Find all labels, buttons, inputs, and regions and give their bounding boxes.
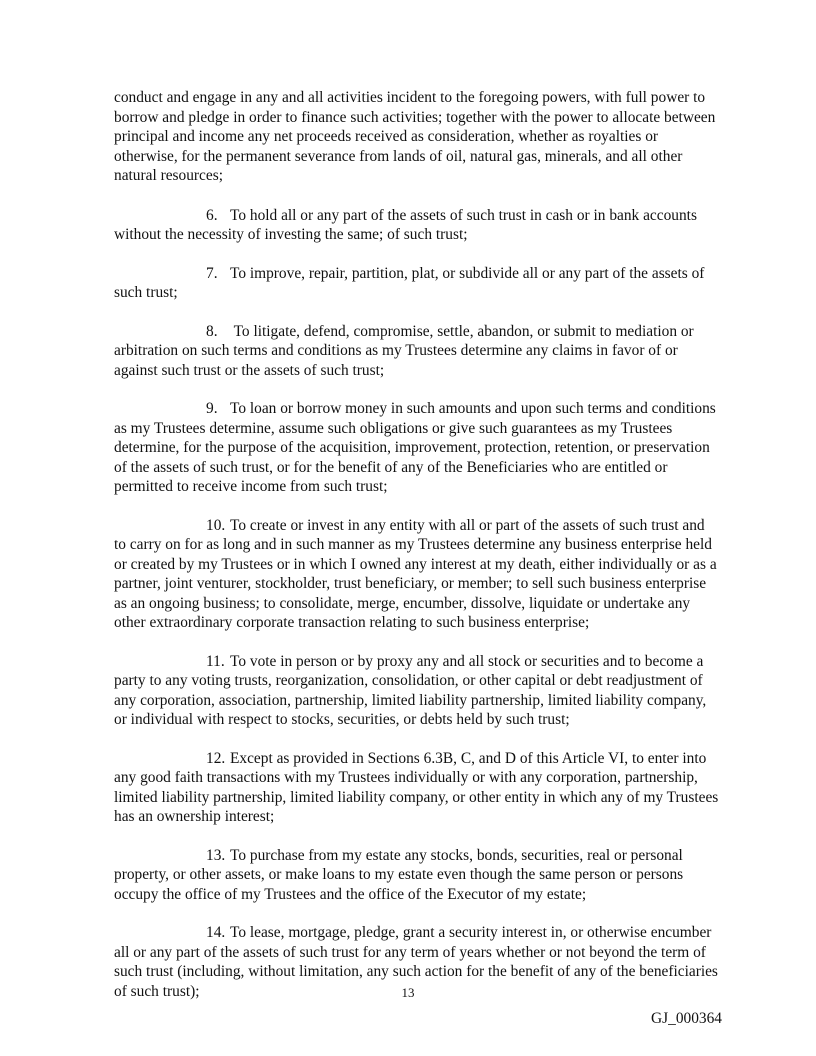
paragraph-12 — [114, 749, 720, 827]
paragraph-text: To purchase from my estate any stocks, bonds, securities, real or personal property, or other assets, or make loans to my estate even though the same person or persons occupy the office of my Trustees and the office of the Executor of my estate; — [114, 846, 684, 903]
paragraph-text: To hold all or any part of the assets of such trust in cash or in bank accounts without the necessity of investing the same; of such trust; — [114, 206, 697, 243]
paragraph-10 — [114, 516, 720, 633]
paragraph-number: 7. — [206, 264, 218, 282]
paragraph-text: To improve, repair, partition, plat, or subdivide all or any part of the assets of such trust; — [114, 264, 705, 301]
paragraph-number: 12. — [206, 749, 226, 767]
paragraph-number: 10. — [206, 516, 226, 534]
paragraph-11 — [114, 652, 720, 730]
paragraph-text: To create or invest in any entity with all or part of the assets of such trust and to carry on for as long and in such manner as my Trustees determine any business enterprise held or created by my Trustees or in which I owned any interest at my death, either individually or as a partner, joint venturer, stockholder, trust beneficiary, or member; to sell such business enterprise as an ongoing business; to consolidate, merge, encumber, dissolve, liquidate or undertake any other extraordinary corporate transaction relating to such business enterprise; — [114, 516, 717, 631]
paragraph-text: To lease, mortgage, pledge, grant a security interest in, or otherwise encumber all or any part of the assets of such trust for any term of years whether or not beyond the term of such trust (including, without limitation, any such action for the benefit of any of the beneficiaries of such trust); — [114, 924, 718, 1000]
page-number: 13 — [401, 985, 415, 1000]
paragraph-number: 6. — [206, 206, 218, 224]
paragraph-text: Except as provided in Sections 6.3B, C, and D of this Article VI, to enter into any good faith transactions with my Trustees individually or with any corporation, partnership, limited liability partnership, limited liability company, or other entity in which any of my Trustees has an ownership interest; — [114, 749, 719, 825]
bates-number: GJ_000364 — [651, 1010, 722, 1027]
document-body — [114, 88, 720, 1020]
paragraph-number: 8. — [206, 322, 218, 340]
paragraph-7 — [114, 264, 720, 303]
paragraph-number: 13. — [206, 846, 226, 864]
paragraph-13 — [114, 846, 720, 905]
paragraph-9 — [114, 399, 720, 497]
paragraph-number: 14. — [206, 924, 226, 941]
paragraph-number: 9. — [206, 400, 218, 417]
paragraph-6 — [114, 206, 720, 245]
intro-paragraph: conduct and engage in any and all activities incident to the foregoing powers, with full power to borrow and pledge in order to finance such activities; together with the power to allocate between principal and income any net proceeds received as consideration, whether as royalties or otherwise, for the permanent severance from lands of oil, natural gas, minerals, and all other natural resources; — [114, 89, 716, 184]
paragraph-8 — [114, 322, 720, 381]
paragraph-text: To loan or borrow money in such amounts and upon such terms and conditions as my Trustees determine, assume such obligations or give such guarantees as my Trustees determine, for the purpose of the acquisition, improvement, protection, retention, or preservation of the assets of such trust, or for the benefit of any of the Beneficiaries who are entitled or permitted to receive income from such trust; — [114, 400, 716, 495]
paragraph-text: To vote in person or by proxy any and all stock or securities and to become a party to any voting trusts, reorganization, consolidation, or other capital or debt readjustment of any corporation, association, partnership, limited liability partnership, limited liability company, or individual with respect to stocks, securities, or debts held by such trust; — [114, 652, 707, 728]
paragraph-number: 11. — [206, 652, 225, 670]
paragraph-text: To litigate, defend, compromise, settle, abandon, or submit to mediation or arbitration on such terms and conditions as my Trustees determine any claims in favor of or against such trust or the assets of such trust; — [114, 322, 694, 379]
